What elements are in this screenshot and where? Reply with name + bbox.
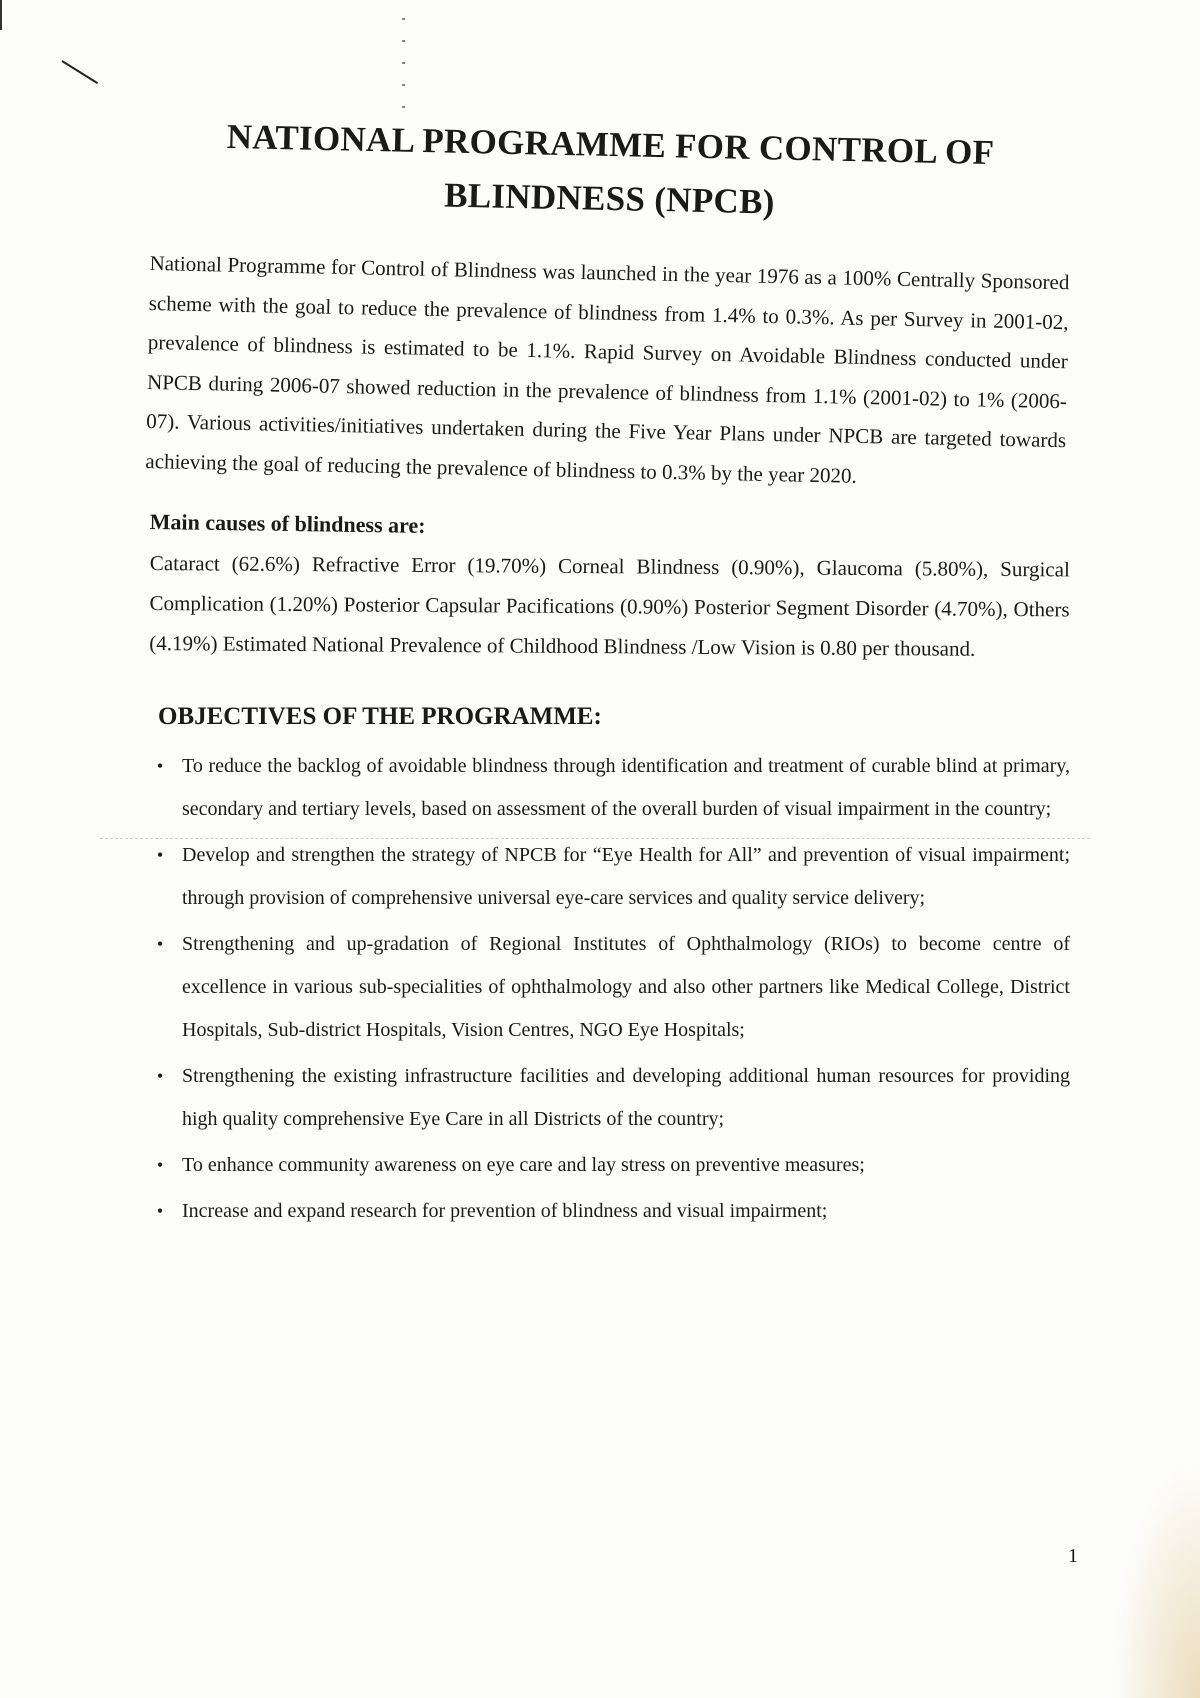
objectives-list xyxy=(150,745,1070,1233)
objective-text: Strengthening and up-gradation of Regional Institutes of Ophthalmology (RIOs) to become centre of excellence in various sub-specialities of ophthalmology and also other partners like Medical College, District Hospitals, Sub-district Hospitals, Vision Centres, NGO Eye Hospitals; xyxy=(182,933,1070,1041)
bullet-icon: • xyxy=(156,756,164,776)
objective-item xyxy=(156,834,1070,920)
bullet-icon: • xyxy=(156,1201,164,1221)
objectives-heading: OBJECTIVES OF THE PROGRAMME: xyxy=(158,703,602,730)
objective-item xyxy=(156,745,1070,831)
document-title: NATIONAL PROGRAMME FOR CONTROL OF BLINDNESS (NPCB) xyxy=(226,116,995,222)
objective-item xyxy=(156,1144,1070,1187)
causes-heading: Main causes of blindness are: xyxy=(149,508,426,538)
bullet-icon: • xyxy=(156,934,164,954)
scan-edge-mark xyxy=(0,0,2,30)
objective-item xyxy=(156,923,1070,1052)
objective-text: Strengthening the existing infrastructure facilities and developing additional human resources for providing high quality comprehensive Eye Care in all Districts of the country; xyxy=(182,1065,1070,1130)
bullet-icon: • xyxy=(156,1066,164,1086)
objective-text: To reduce the backlog of avoidable blindness through identification and treatment of curable blind at primary, secondary and tertiary levels, based on assessment of the overall burden of visual impairment in the country; xyxy=(182,755,1070,820)
objective-item xyxy=(156,1055,1070,1141)
paper-stain xyxy=(1110,1458,1200,1698)
bullet-icon: • xyxy=(156,845,164,865)
page-number: 1 xyxy=(1068,1545,1078,1567)
scan-dust-dots xyxy=(402,18,405,108)
document-body xyxy=(145,116,1070,1236)
intro-paragraph: National Programme for Control of Blindness was launched in the year 1976 as a 100% Centrally Sponsored scheme with the goal to reduce the prevalence of blindness from 1.4% to 0.3%. As per Survey in 2001-02, prevalence of blindness is estimated to be 1.1%. Rapid Survey on Avoidable Blindness conducted under NPCB during 2006-07 showed reduction in the prevalence of blindness from 1.1% (2001-02) to 1% (2006-07). Various activities/initiatives undertaken during the Five Year Plans under NPCB are targeted towards achieving the goal of reducing the prevalence of blindness to 0.3% by the year 2020. xyxy=(145,250,1070,488)
objective-text: To enhance community awareness on eye care and lay stress on preventive measures; xyxy=(182,1154,865,1176)
objective-text: Develop and strengthen the strategy of NPCB for “Eye Health for All” and prevention of visual impairment; through provision of comprehensive universal eye-care services and quality service delivery; xyxy=(182,844,1070,909)
objective-text: Increase and expand research for prevention of blindness and visual impairment; xyxy=(182,1200,828,1222)
bullet-icon: • xyxy=(156,1155,164,1175)
scan-pen-mark xyxy=(61,60,98,84)
objective-item xyxy=(156,1190,1070,1233)
causes-paragraph: Cataract (62.6%) Refractive Error (19.70%) Corneal Blindness (0.90%), Glaucoma (5.80%), Surgical Complication (1.20%) Posterior Capsular Pacifications (0.90%) Posterior Segment Disorder (4.70%), Others (4.19%) Estimated National Prevalence of Childhood Blindness /Low Vision is 0.80 per thousand. xyxy=(149,550,1070,661)
